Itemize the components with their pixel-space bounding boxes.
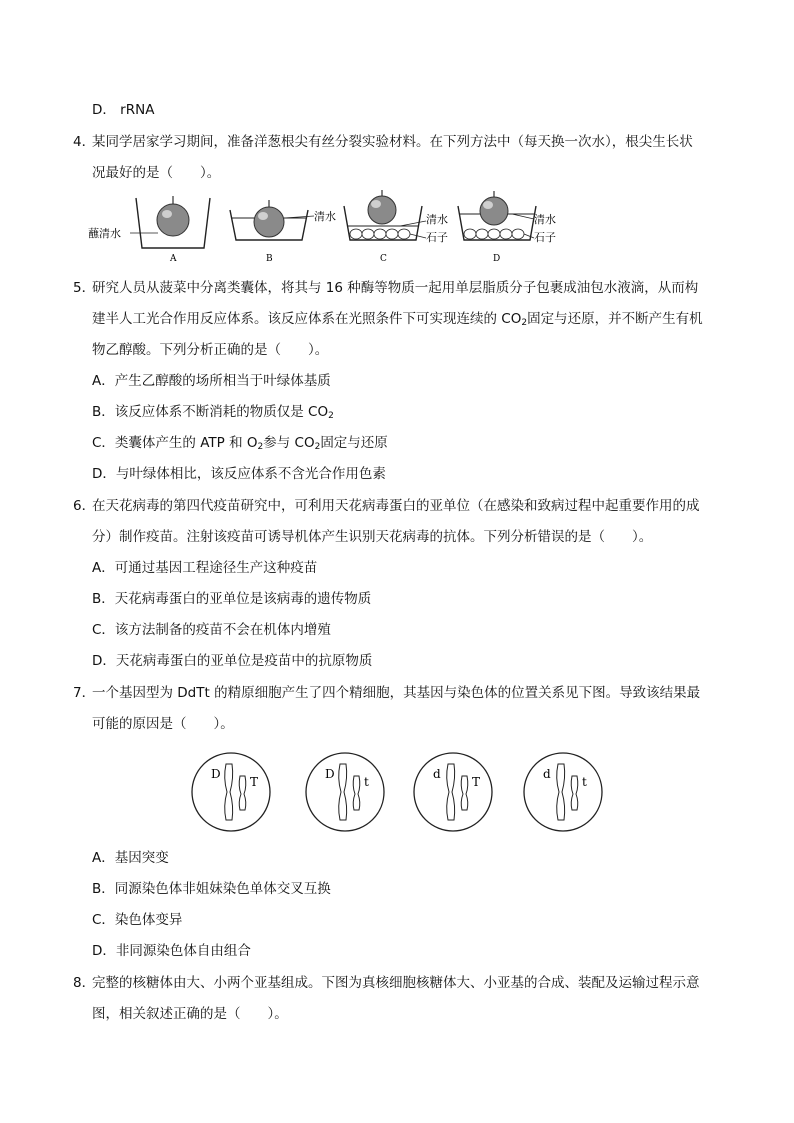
q4-panel-a: [88, 196, 210, 264]
q8-number: 8．: [73, 975, 96, 991]
q7-number: 7．: [73, 685, 96, 701]
q7-cell-3: [414, 753, 492, 831]
q4-panel-d: [458, 191, 556, 264]
q5-stem-line1: 研究人员从菠菜中分离类囊体，将其与 16 种酶等物质一起用单层脂质分子包裹成油包水液滴，从而构: [92, 280, 699, 296]
q3-option-d: D． rRNA: [92, 102, 155, 118]
q6-option-d: D．天花病毒蛋白的亚单位是疫苗中的抗原物质: [92, 653, 373, 669]
q8-stem-line1: 完整的核糖体由大、小两个亚基组成。下图为真核细胞核糖体大、小亚基的合成、装配及运输过程示意: [92, 975, 700, 991]
q7-cell-4-small-gene: t: [582, 775, 587, 789]
q6-option-c: C．该方法制备的疫苗不会在机体内增殖: [92, 622, 331, 638]
q5-option-a: A．产生乙醇酸的场所相当于叶绿体基质: [92, 373, 331, 389]
q5-option-d: D．与叶绿体相比，该反应体系不含光合作用色素: [92, 466, 386, 482]
q4-panel-d-label-stone: 石子: [534, 231, 556, 244]
q4-panel-c-label-water: 清水: [426, 213, 448, 226]
onion-icon: [254, 207, 284, 237]
q7-cell-1-big-gene: D: [211, 767, 221, 781]
q7-stem-line1: 一个基因型为 DdTt 的精原细胞产生了四个精细胞，其基因与染色体的位置关系见下图。导致该结果最: [92, 685, 701, 701]
q7-cell-1: [192, 753, 270, 831]
q7-cell-4-big-gene: d: [543, 767, 551, 781]
q7-option-b: B．同源染色体非姐妹染色单体交叉互换: [92, 881, 331, 897]
q6-option-b: B．天花病毒蛋白的亚单位是该病毒的遗传物质: [92, 591, 372, 607]
q4-panel-d-stones: [464, 229, 524, 239]
q4-label-left-water: 蘸清水: [88, 227, 121, 240]
q7-option-c: C．染色体变异: [92, 912, 183, 928]
q6-stem-line2: 分）制作疫苗。注射该疫苗可诱导机体产生识别天花病毒的抗体。下列分析错误的是（ ）。: [92, 529, 653, 545]
q4-panel-b: [230, 200, 336, 264]
q4-number: 4．: [73, 134, 96, 150]
q4-panel-c: [344, 190, 448, 264]
q7-cell-3-big-gene: d: [433, 767, 441, 781]
q7-option-d: D．非同源染色体自由组合: [92, 943, 251, 959]
q4-panel-b-label-water: 清水: [314, 210, 336, 223]
q4-panel-c-label-stone: 石子: [426, 231, 448, 244]
q6-option-a: A．可通过基因工程途径生产这种疫苗: [92, 560, 318, 576]
q4-panel-d-label-water: 清水: [534, 213, 556, 226]
q7-cell-3-small-gene: T: [472, 775, 481, 789]
onion-icon: [480, 197, 508, 225]
q7-cells-figure: [190, 748, 610, 838]
onion-icon: [368, 196, 396, 224]
q7-cell-2-big-gene: D: [325, 767, 335, 781]
q7-cell-2: [306, 753, 384, 831]
q4-panel-c-stones: [350, 229, 410, 239]
q4-stem-line1: 某同学居家学习期间，准备洋葱根尖有丝分裂实验材料。在下列方法中（每天换一次水），根尖生长状: [92, 134, 693, 150]
q5-stem-line2: 建半人工光合作用反应体系。该反应体系在光照条件下可实现连续的 $CO_2$固定与还原，并不断产生有机: [92, 311, 703, 328]
q4-panel-c-letter: C: [380, 254, 387, 264]
q7-option-a: A．基因突变: [92, 850, 169, 866]
q4-onion-figure: [88, 188, 568, 264]
q6-stem-line1: 在天花病毒的第四代疫苗研究中，可利用天花病毒蛋白的亚单位（在感染和致病过程中起重要作用的成: [92, 498, 700, 514]
q5-stem-line3: 物乙醇酸。下列分析正确的是（ ）。: [92, 342, 329, 358]
q7-cell-4: [524, 753, 602, 831]
q5-option-b: B．该反应体系不断消耗的物质仅是 $CO_2$: [92, 404, 334, 421]
q5-number: 5．: [73, 280, 96, 296]
q4-panel-b-letter: B: [266, 254, 273, 264]
q6-number: 6．: [73, 498, 96, 514]
q7-cell-1-small-gene: T: [250, 775, 259, 789]
q4-panel-d-letter: D: [493, 254, 501, 264]
q4-panel-a-letter: A: [170, 254, 177, 264]
q4-stem-line2: 况最好的是（ ）。: [92, 165, 221, 181]
q8-stem-line2: 图，相关叙述正确的是（ ）。: [92, 1006, 288, 1022]
q7-stem-line2: 可能的原因是（ ）。: [92, 716, 234, 732]
onion-icon: [157, 204, 189, 236]
q5-option-c: C．类囊体产生的 ATP 和 $O_2$参与 $CO_2$固定与还原: [92, 435, 388, 452]
q7-cell-2-small-gene: t: [364, 775, 369, 789]
